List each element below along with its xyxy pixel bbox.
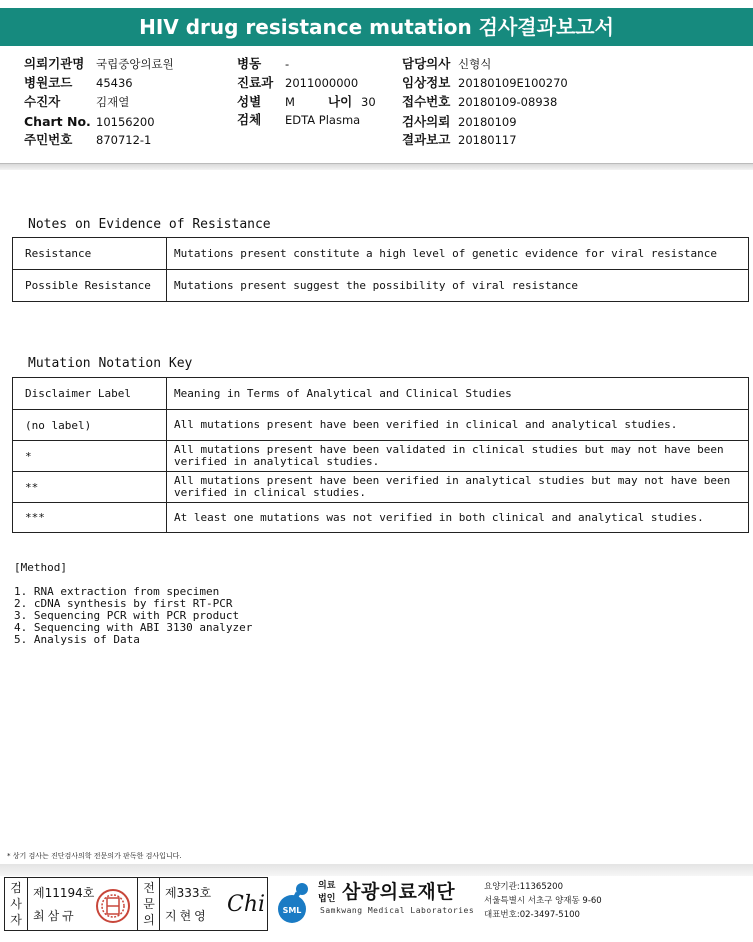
info-label: 진료과 xyxy=(237,75,274,90)
logo-text: SML xyxy=(282,906,302,915)
info-value: 10156200 xyxy=(96,115,155,129)
notation-text: At least one mutations was not verified in both clinical and analytical studies. xyxy=(167,503,749,533)
method-step: 4. Sequencing with ABI 3130 analyzer xyxy=(14,621,253,634)
report-title: HIV drug resistance mutation 검사결과보고서 xyxy=(0,8,753,46)
notation-title: Mutation Notation Key xyxy=(28,356,193,371)
org-address: 서울특별시 서초구 양재동 9-60 xyxy=(484,896,602,906)
footnote: * 상기 검사는 진단검사의학 전문의가 판독한 검사입니다. xyxy=(7,852,182,860)
info-value: - xyxy=(285,57,290,71)
method-step: 3. Sequencing PCR with PCR product xyxy=(14,609,240,622)
info-label: 주민번호 xyxy=(24,132,73,147)
notation-text: All mutations present have been validated in clinical studies but may not have been verified in analytical studies. xyxy=(167,441,749,472)
tester-name: 최삼규 xyxy=(33,909,77,923)
org-contact xyxy=(484,880,602,922)
method-section xyxy=(14,562,252,646)
tester-license-no: 제11194호 xyxy=(33,886,95,900)
method-step: 2. cDNA synthesis by first RT-PCR xyxy=(14,597,233,610)
org-code: 요양기관:11365200 xyxy=(484,882,563,892)
signature-icon: Chi xyxy=(227,892,266,917)
info-value: 신형식 xyxy=(458,57,492,71)
specialist-label: 전 문 의 xyxy=(143,881,155,927)
info-value: 국립중앙의료원 xyxy=(96,57,174,71)
info-value: M xyxy=(285,95,295,109)
org-prefix-2: 법인 xyxy=(318,894,336,904)
info-value: 20180109-08938 xyxy=(458,95,558,109)
notation-text: Meaning in Terms of Analytical and Clinical Studies xyxy=(167,378,749,410)
info-label: 검사의뢰 xyxy=(402,114,451,129)
notation-label: (no label) xyxy=(13,410,167,441)
org-prefix xyxy=(318,880,335,906)
notation-text: All mutations present have been verified in analytical studies but may not have been verified in clinical studies. xyxy=(167,472,749,503)
info-label: 의뢰기관명 xyxy=(24,56,85,71)
info-label: 병원코드 xyxy=(24,75,73,90)
table-row xyxy=(13,472,749,503)
table-row xyxy=(13,503,749,533)
notes-title: Notes on Evidence of Resistance xyxy=(28,217,271,232)
info-value: 김재열 xyxy=(96,95,130,109)
specialist-name: 지현영 xyxy=(165,909,209,923)
org-phone: 대표번호:02-3497-5100 xyxy=(484,910,580,920)
info-label: 검체 xyxy=(237,112,262,127)
sml-logo-icon xyxy=(272,879,316,925)
table-row xyxy=(13,378,749,410)
method-step: 5. Analysis of Data xyxy=(14,633,140,646)
info-label: 수진자 xyxy=(24,94,61,109)
table-row xyxy=(13,238,749,270)
info-label: 결과보고 xyxy=(402,132,451,147)
age-value: 30 xyxy=(361,95,376,109)
divider xyxy=(27,878,28,930)
info-label: 성별 xyxy=(237,94,262,109)
info-value: 2011000000 xyxy=(285,76,359,90)
org-prefix-1: 의료 xyxy=(318,881,336,891)
method-title: [Method] xyxy=(14,561,67,574)
info-value: 20180117 xyxy=(458,133,517,147)
signature-box xyxy=(4,877,268,931)
info-label: 임상정보 xyxy=(402,75,451,90)
divider xyxy=(159,878,160,930)
info-value: 20180109 xyxy=(458,115,517,129)
method-steps xyxy=(14,586,252,646)
info-value: 20180109E100270 xyxy=(458,76,568,90)
info-label: 병동 xyxy=(237,56,262,71)
header-shadow xyxy=(0,164,753,170)
info-value: 45436 xyxy=(96,76,133,90)
tester-label: 검 사 자 xyxy=(10,881,22,927)
info-label: 담당의사 xyxy=(402,56,451,71)
notation-label: * xyxy=(13,441,167,472)
table-row xyxy=(13,441,749,472)
org-name: 삼광의료재단 xyxy=(342,881,456,903)
notes-text: Mutations present constitute a high level of genetic evidence for viral resistance xyxy=(167,238,749,270)
notation-table xyxy=(12,377,749,533)
table-row xyxy=(13,270,749,302)
tester-seal-icon xyxy=(95,888,131,924)
notes-label: Possible Resistance xyxy=(13,270,167,302)
info-label: Chart No. xyxy=(24,114,91,129)
table-row xyxy=(13,410,749,441)
footer-divider xyxy=(0,864,753,876)
age-label: 나이 xyxy=(328,94,353,109)
info-value: EDTA Plasma xyxy=(285,113,361,127)
org-english-name: Samkwang Medical Laboratories xyxy=(320,906,475,915)
info-value: 870712-1 xyxy=(96,133,152,147)
patient-info xyxy=(0,54,753,154)
specialist-license-no: 제333호 xyxy=(165,886,212,900)
notation-label: *** xyxy=(13,503,167,533)
notation-label: ** xyxy=(13,472,167,503)
notes-text: Mutations present suggest the possibility of viral resistance xyxy=(167,270,749,302)
notes-label: Resistance xyxy=(13,238,167,270)
org-footer xyxy=(270,877,753,933)
notation-text: All mutations present have been verified in clinical and analytical studies. xyxy=(167,410,749,441)
info-label: 접수번호 xyxy=(402,94,451,109)
notation-label: Disclaimer Label xyxy=(13,378,167,410)
method-step: 1. RNA extraction from specimen xyxy=(14,585,220,598)
notes-table xyxy=(12,237,749,302)
